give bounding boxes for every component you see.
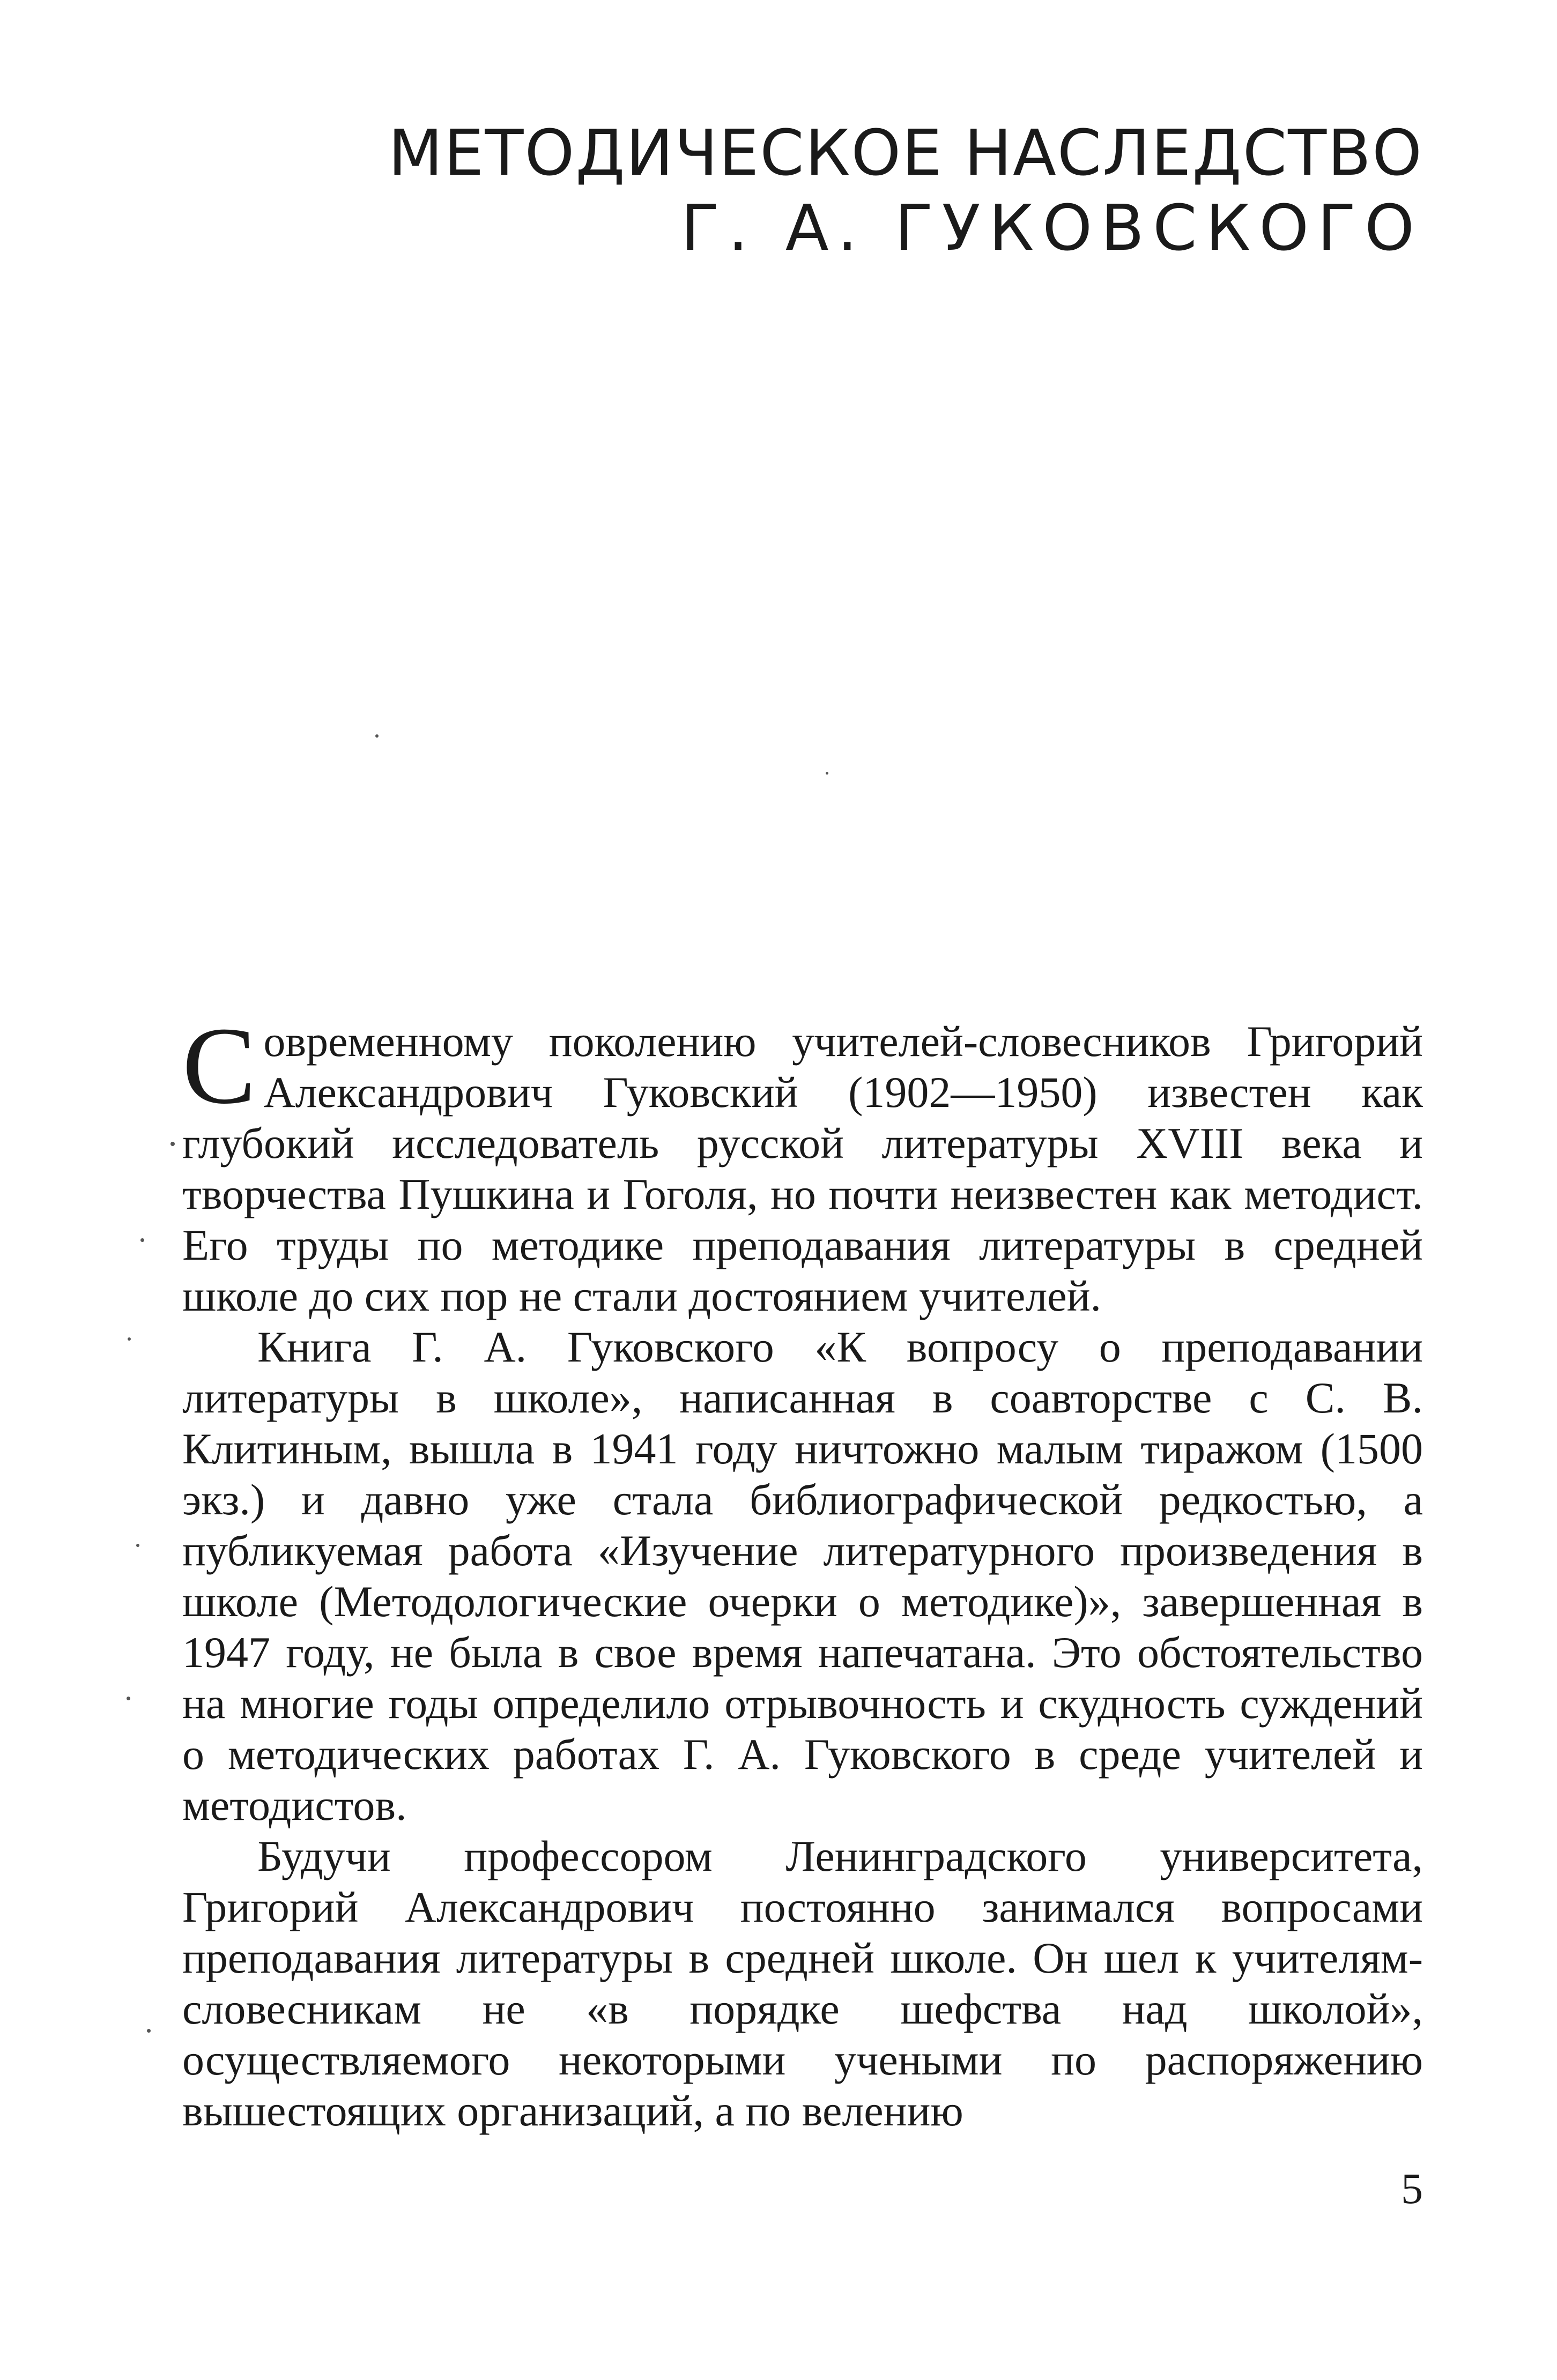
body-text	[182, 1004, 1423, 2136]
scan-speck	[826, 772, 828, 775]
chapter-title-line-1: МЕТОДИЧЕСКОЕ НАСЛЕДСТВО	[388, 116, 1423, 190]
scan-speck	[375, 734, 379, 738]
scan-speck	[170, 1142, 175, 1146]
scan-speck	[127, 1697, 130, 1700]
paragraph-3: Будучи профессором Ленинградского университета, Григорий Александрович постоянно занимался вопросами преподавания литературы в средней школе. Он шел к учителям-словесникам не «в порядке шефства над школой», осуществляемого некоторыми учеными по распоряжению вышестоящих организаций, а по велению	[182, 1832, 1423, 2135]
scan-speck	[136, 1544, 139, 1547]
chapter-title-line-2: Г. А. ГУКОВСКОГО	[680, 191, 1423, 265]
scan-speck	[140, 1238, 144, 1242]
page-number: 5	[1401, 2164, 1423, 2213]
scan-speck	[147, 2029, 151, 2033]
scan-speck	[128, 1337, 131, 1341]
paragraph-2: Книга Г. А. Гуковского «К вопросу о преподавании литературы в школе», написанная в соавторстве с С. В. Клитиным, вышла в 1941 году ничтожно малым тиражом (1500 экз.) и давно уже стала библиографической редкостью, а публикуемая работа «Изучение литературного произведения в школе (Методологические очерки о методике)», завершенная в 1947 году, не была в свое время напечатана. Это обстоятельство на многие годы определило отрывочность и скудность суждений о методических работах Г. А. Гуковского в среде учителей и методистов.	[182, 1322, 1423, 1829]
chapter-heading	[388, 115, 1423, 265]
paragraph-1: Современному поколению учителей-словесников Григорий Александрович Гуковский (1902—1950) известен как глубокий исследователь русской литературы XVIII века и творчества Пушкина и Гоголя, но почти неизвестен как методист. Его труды по методике преподавания литературы в средней школе до сих пор не стали достоянием учителей.	[182, 1004, 1423, 1320]
